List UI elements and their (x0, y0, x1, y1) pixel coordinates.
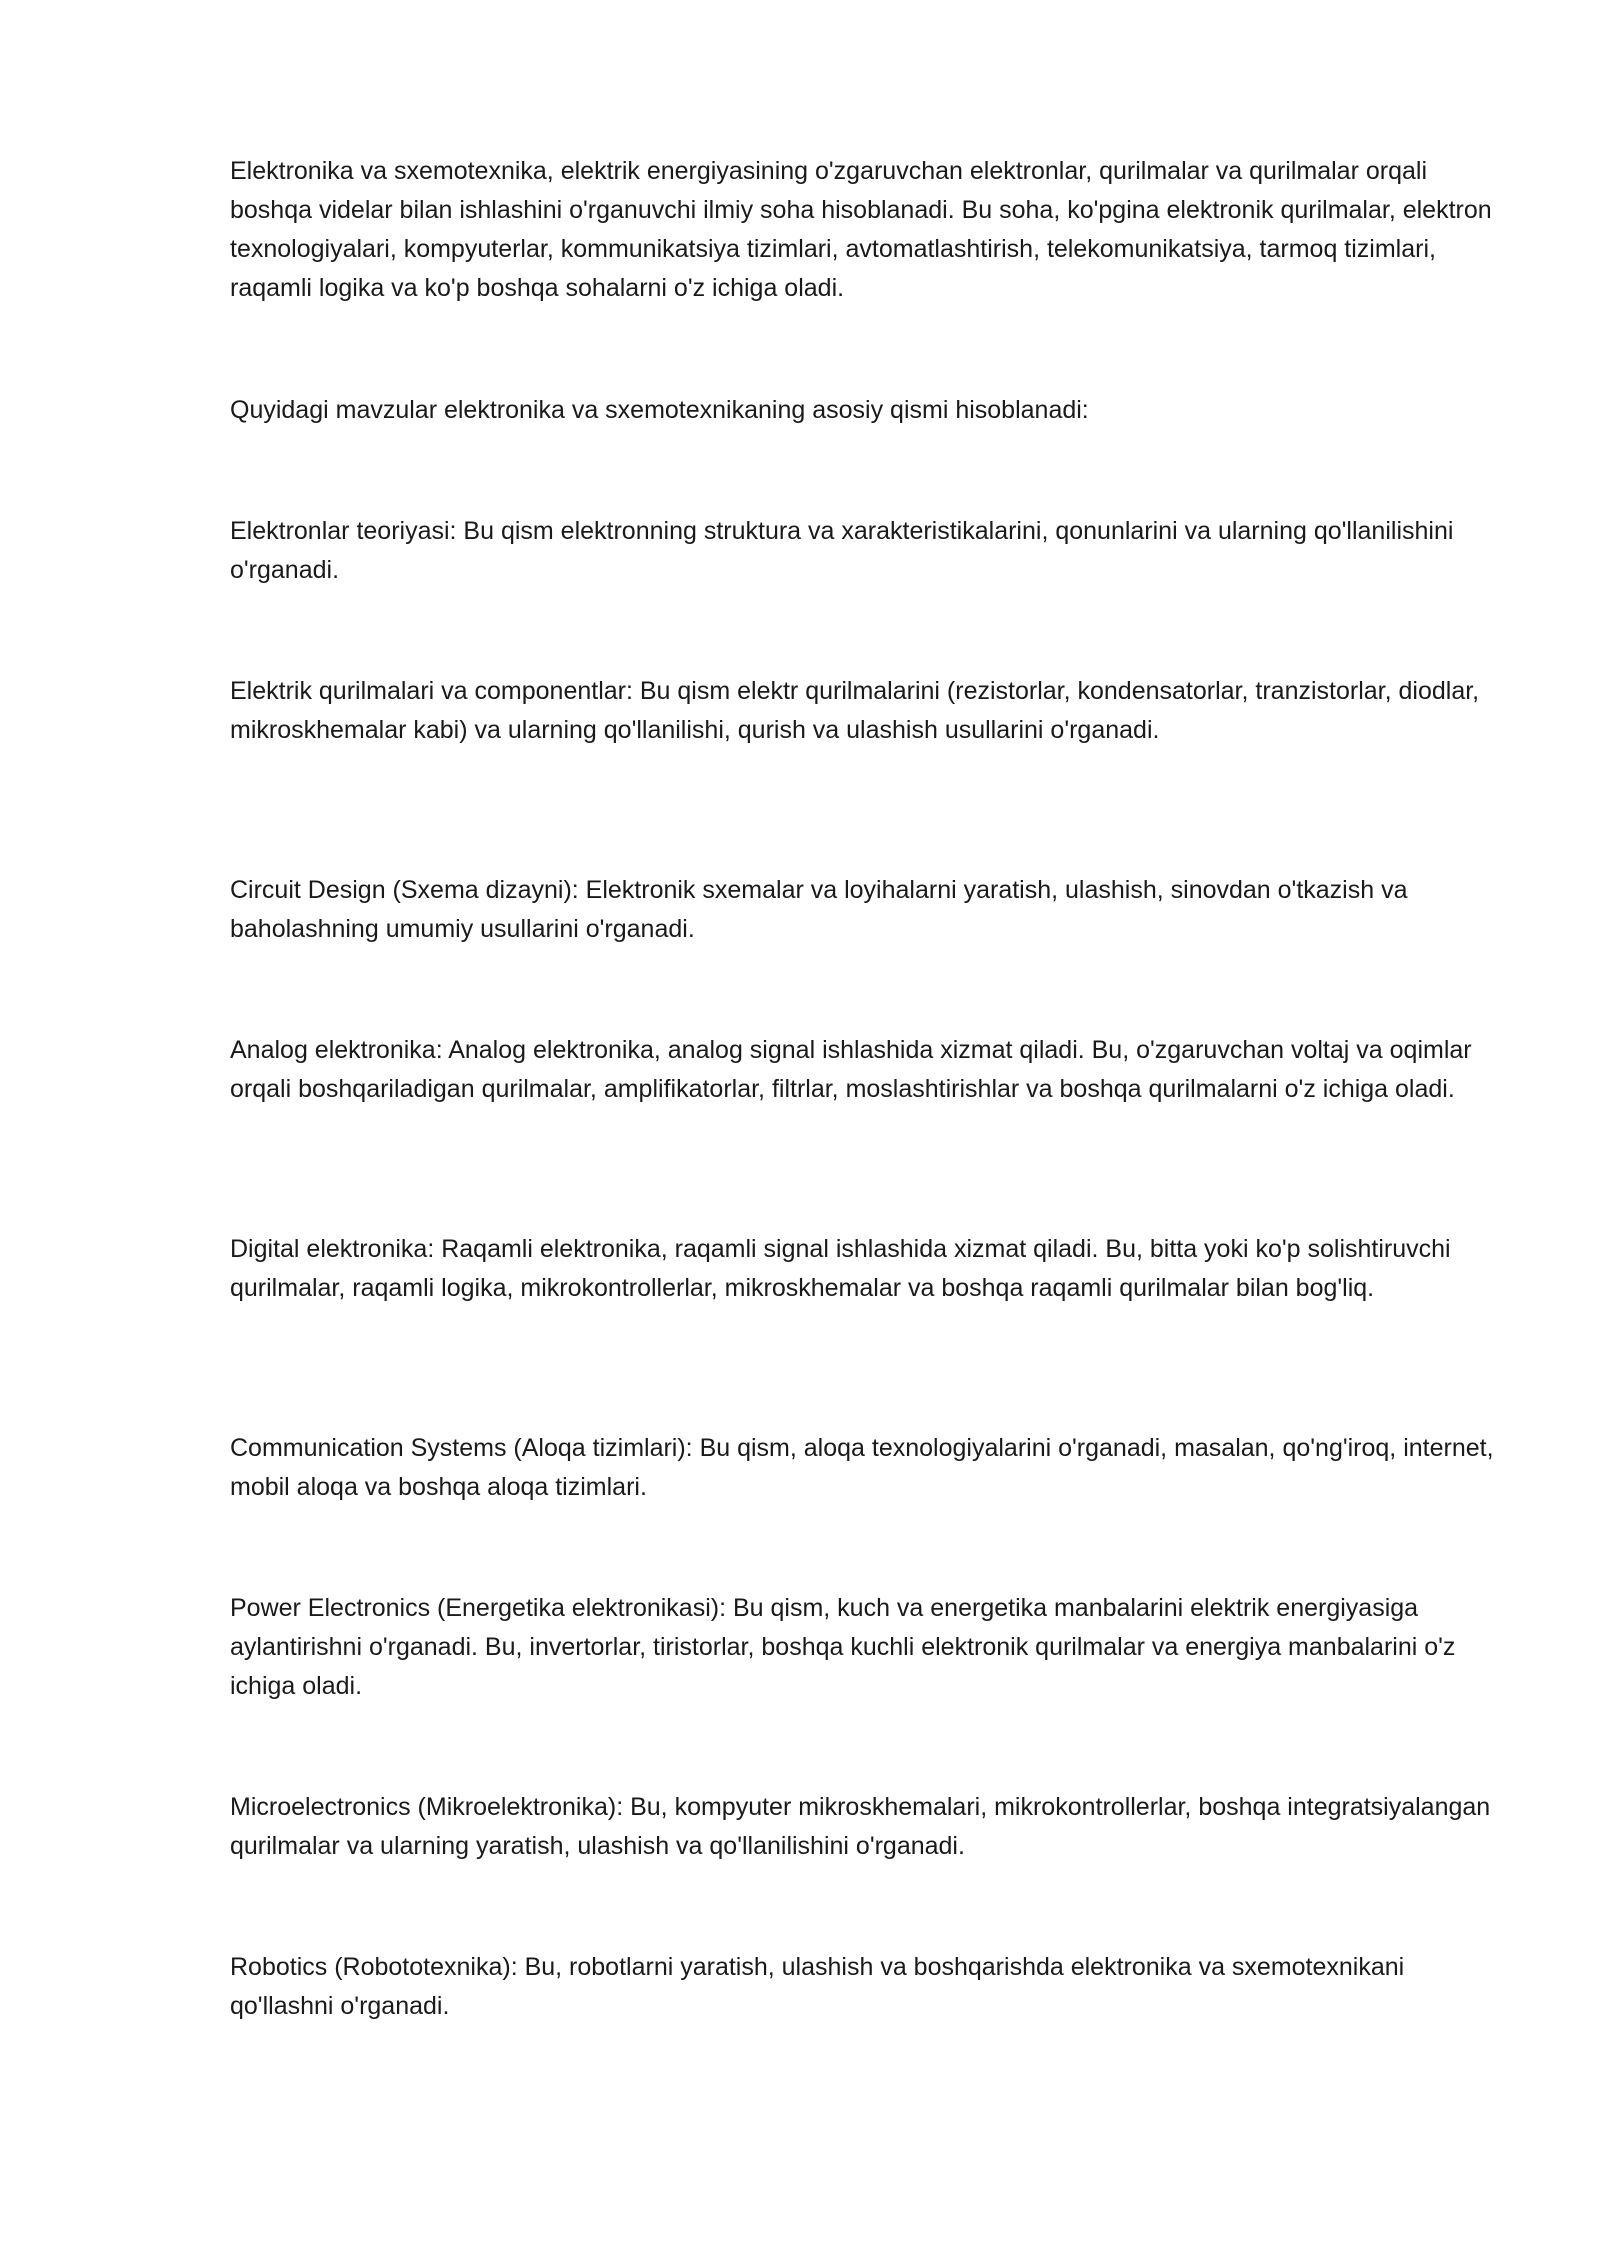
topic-power-electronics: Power Electronics (Energetika elektronikasi): Bu qism, kuch va energetika manbalarini elektrik energiyasiga aylantirishni o'rganadi. Bu, invertorlar, tiristorlar, boshqa kuchli elektronik qurilmalar va energiya manbalarini o'z ichiga oladi. (230, 1594, 1456, 1700)
topic-circuit-design: Circuit Design (Sxema dizayni): Elektronik sxemalar va loyihalarni yaratish, ulashish, sinovdan o'tkazish va baholashning umumiy usullarini o'rganadi. (230, 876, 1408, 943)
topic-electron-theory: Elektronlar teoriyasi: Bu qism elektronning struktura va xarakteristikalarini, qonunlarini va ularning qo'llanilishini o'rganadi. (230, 517, 1454, 584)
topic-robotics: Robotics (Robototexnika): Bu, robotlarni yaratish, ulashish va boshqarishda elektronika va sxemotexnikani qo'llashni o'rganadi. (230, 1953, 1405, 2020)
topic-microelectronics: Microelectronics (Mikroelektronika): Bu, kompyuter mikroskhemalari, mikrokontrollerlar, boshqa integratsiyalangan qurilmalar va ularning yaratish, ulashish va qo'llanilishini o'rganadi. (230, 1793, 1491, 1860)
topics-intro-paragraph: Quyidagi mavzular elektronika va sxemotexnikaning asosiy qismi hisoblanadi: (230, 396, 1089, 424)
topic-communication-systems: Communication Systems (Aloqa tizimlari): Bu qism, aloqa texnologiyalarini o'rganadi, masalan, qo'ng'iroq, internet, mobil aloqa va boshqa aloqa tizimlari. (230, 1434, 1494, 1501)
topic-digital-electronics: Digital elektronika: Raqamli elektronika, raqamli signal ishlashida xizmat qiladi. Bu, bitta yoki ko'p solishtiruvchi qurilmalar, raqamli logika, mikrokontrollerlar, mikroskhemalar va boshqa raqamli qurilmalar bilan bog'liq. (230, 1235, 1451, 1302)
intro-paragraph: Elektronika va sxemotexnika, elektrik energiyasining o'zgaruvchan elektronlar, qurilmalar va qurilmalar orqali boshqa videlar bilan ishlashini o'rganuvchi ilmiy soha hisoblanadi. Bu soha, ko'pgina elektronik qurilmalar, elektron texnologiyalari, kompyuterlar, kommunikatsiya tizimlari, avtomatlashtirish, telekomunikatsiya, tarmoq tizimlari, raqamli logika va ko'p boshqa sohalarni o'z ichiga oladi. (230, 157, 1492, 302)
topic-analog-electronics: Analog elektronika: Analog elektronika, analog signal ishlashida xizmat qiladi. Bu, o'zgaruvchan voltaj va oqimlar orqali boshqariladigan qurilmalar, amplifikatorlar, filtrlar, moslashtirishlar va boshqa qurilmalarni o'z ichiga oladi. (230, 1036, 1472, 1103)
topic-electrical-components: Elektrik qurilmalari va componentlar: Bu qism elektr qurilmalarini (rezistorlar, kondensatorlar, tranzistorlar, diodlar, mikroskhemalar kabi) va ularning qo'llanilishi, qurish va ulashish usullarini o'rganadi. (230, 677, 1480, 744)
